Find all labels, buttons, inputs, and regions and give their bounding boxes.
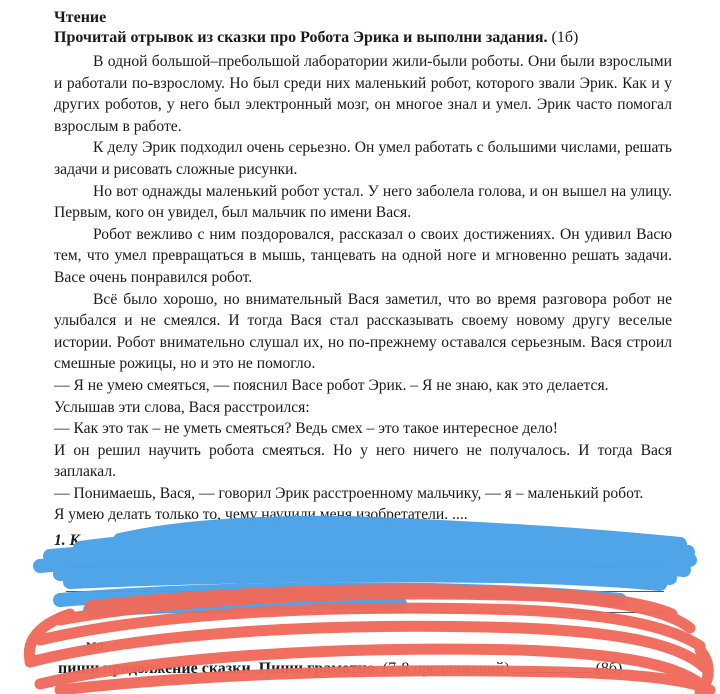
story-paragraph: И он решил научить робота смеяться. Но у него ничего не получалось. И тогда Вася заплакал.: [54, 441, 672, 481]
story-paragraph: Робот вежливо с ним поздоровался, рассказал о своих достижениях. Он удивил Васю тем, что умел превращаться в мышь, танцевать на одной ноге и мгновенно решать задачи. Васе очень понравился робот.: [54, 225, 672, 286]
story-paragraph: К делу Эрик подходил очень серьезно. Он умел работать с большими числами, решать задачи и рисовать сложные рисунки.: [54, 139, 672, 178]
story-paragraph: Всё было хорошо, но внимательный Вася заметил, что во время разговора робот не улыбался и не смеялся. И тогда Вася стал рассказывать своему новому другу веселые истории. Робот внимательно слушал их, но по-прежнему оставался серьезным. Вася строил смешные рожицы, но и это не помогло.: [54, 290, 672, 373]
story-dialogue: — Понимаешь, Вася, — говорил Эрик расстроенному мальчику, — я – маленький робот.: [54, 484, 644, 502]
section-title: Чтение: [54, 9, 107, 26]
question-1-label: 1. К: [54, 532, 81, 549]
story-paragraph: В одной большой–пребольшой лаборатории жили-были роботы. Они были взрослыми и работали по-взрослому. Но был среди них маленький робот, которого звали Эрик. Как и у других роботов, у него был электронный мозг, он многое знал и умел. Эрик часто помогал взрослым в работе.: [54, 53, 672, 135]
story-paragraph: Услышав эти слова, Вася расстроился:: [54, 398, 310, 416]
final-task-note: (7-8 предложений): [382, 660, 510, 677]
question-2-label: мо: [86, 637, 105, 654]
story-paragraph: Я умею делать только то, чему научили меня изобретатели. ....: [54, 506, 468, 524]
final-task-points: (8б): [595, 660, 623, 677]
red-scribble: [29, 590, 710, 692]
task-points: (1б): [551, 29, 579, 46]
final-task-text: пиши продолжение сказки. Пиши грамотно.: [58, 660, 379, 677]
story-dialogue: — Я не умею смеяться, — пояснил Васе робот Эрик. – Я не знаю, как это делается.: [54, 376, 609, 394]
task-instruction-text: Прочитай отрывок из сказки про Робота Эрика и выполни задания.: [54, 29, 548, 46]
story-paragraph: Но вот однажды маленький робот устал. У него заболела голова, и он вышел на улицу. Первым, кого он увидел, был мальчик по имени Вася.: [54, 182, 672, 222]
story-dialogue: — Как это так – не уметь смеяться? Ведь смех – это такое интересное дело!: [54, 420, 558, 438]
